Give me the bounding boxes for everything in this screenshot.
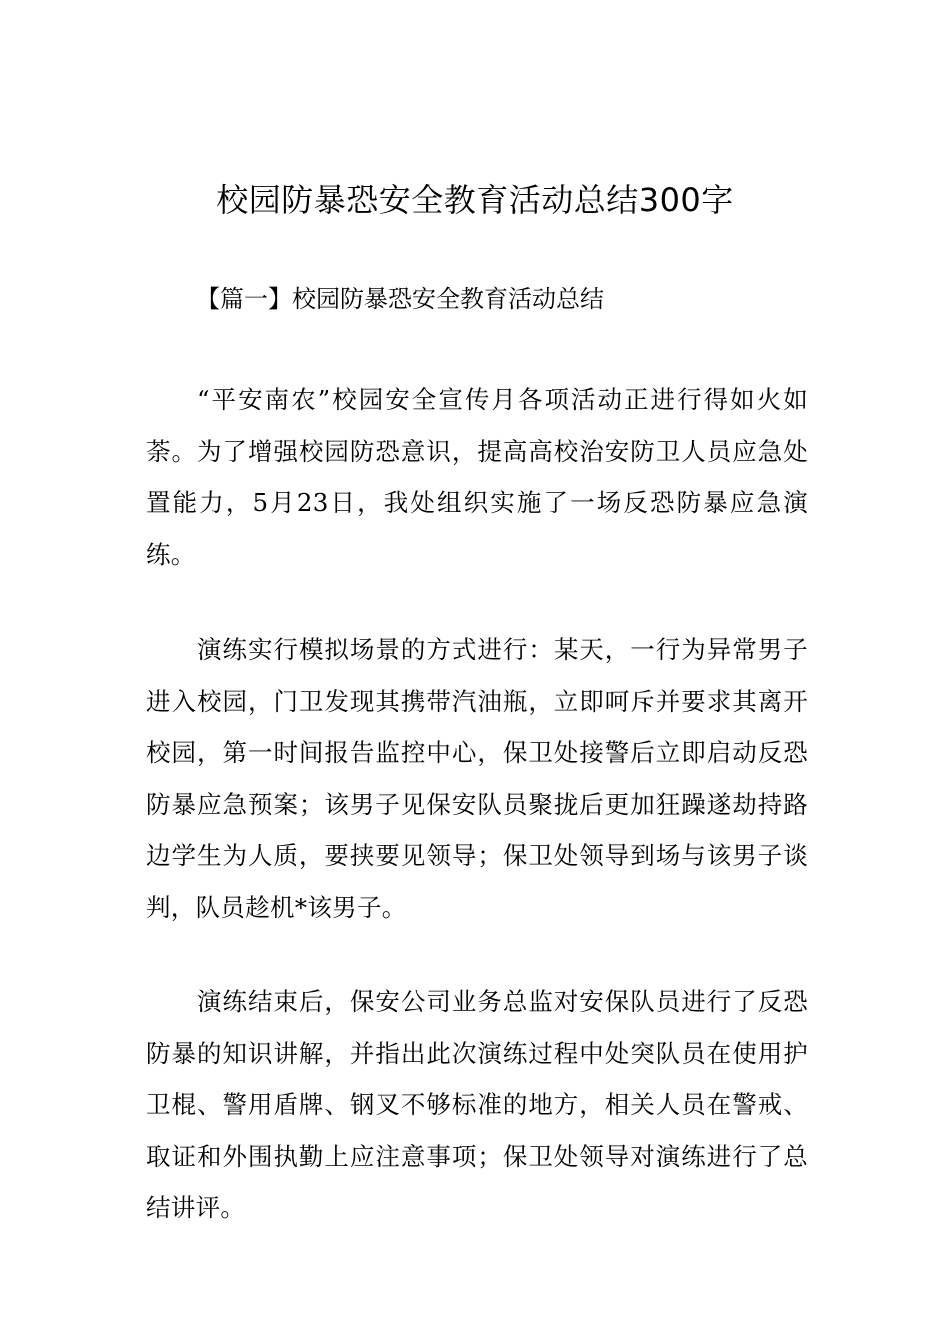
paragraph-1: “平安南农”校园安全宣传月各项活动正进行得如火如荼。为了增强校园防恐意识，提高高校治安防卫人员应急处置能力，5月23日，我处组织实施了一场反恐防暴应急演练。 [146,385,808,569]
document-title: 校园防暴恐安全教育活动总结300字 [216,181,734,219]
paragraph-2: 演练实行模拟场景的方式进行：某天，一行为异常男子进入校园，门卫发现其携带汽油瓶，立即呵斥并要求其离开校园，第一时间报告监控中心，保卫处接警后立即启动反恐防暴应急预案；该男子见保安队员聚拢后更加狂躁遂劫持路边学生为人质，要挟要见领导；保卫处领导到场与该男子谈判，队员趁机*该男子。 [146,635,808,922]
paragraph-3: 演练结束后，保安公司业务总监对安保队员进行了反恐防暴的知识讲解，并指出此次演练过程中处突队员在使用护卫棍、警用盾牌、钢叉不够标准的地方，相关人员在警戒、取证和外围执勤上应注意事项；保卫处领导对演练进行了总结讲评。 [146,987,808,1222]
section-heading: 【篇一】校园防暴恐安全教育活动总结 [196,285,604,313]
